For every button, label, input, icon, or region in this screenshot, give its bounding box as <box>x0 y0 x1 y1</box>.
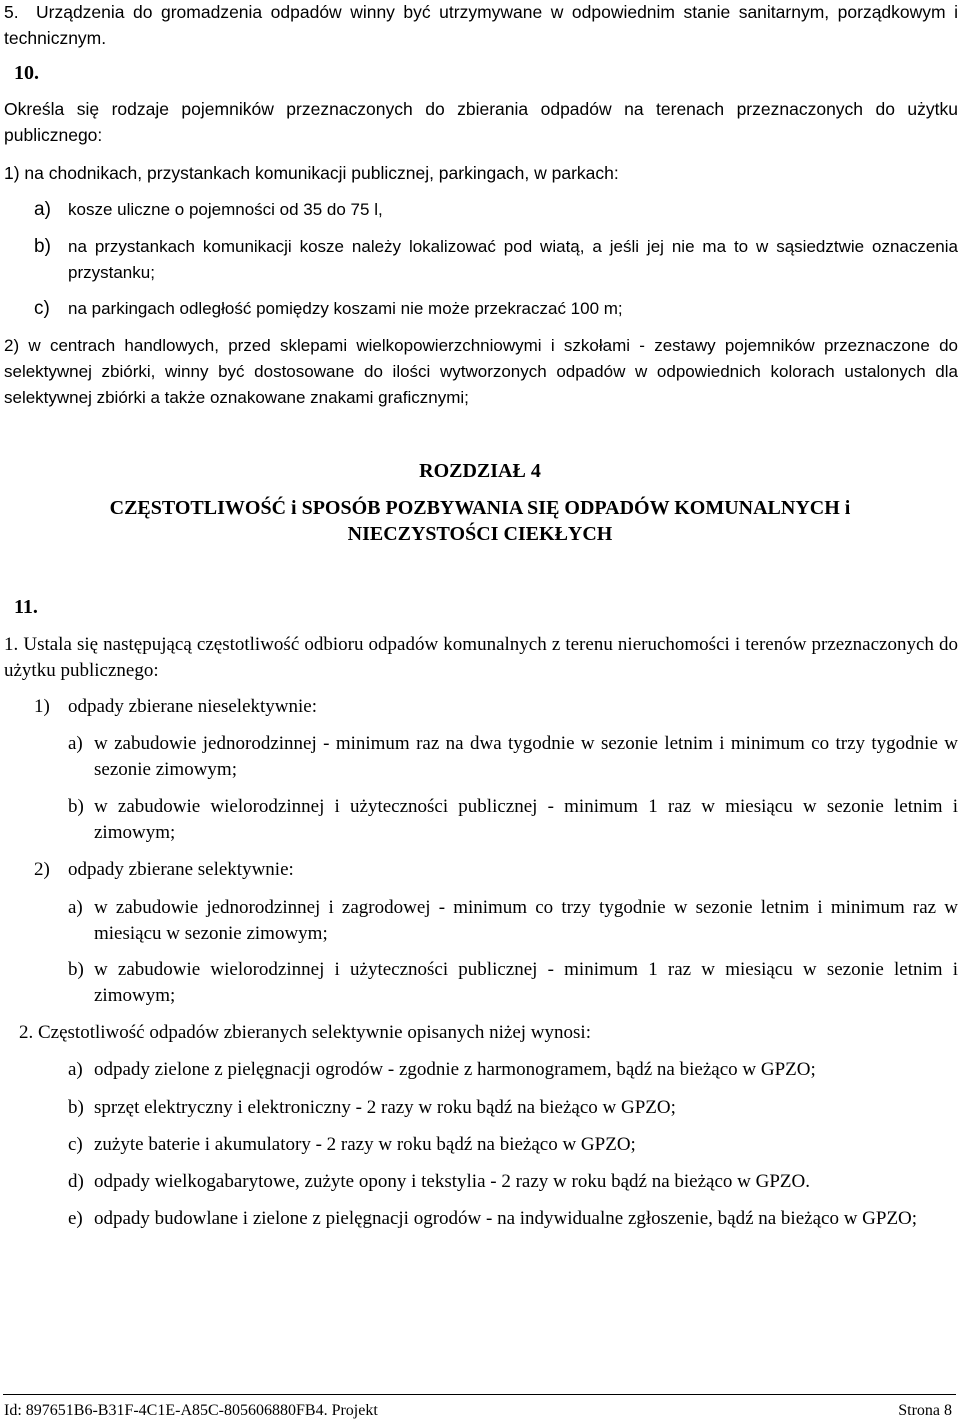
section-11-a-label: a) <box>68 1059 83 1080</box>
section-11-item-1-label: 1) <box>34 696 50 717</box>
section-11-d-label: d) <box>68 1171 84 1192</box>
list-item-1c-label: c) <box>34 298 50 319</box>
section-11-item-1a-text: w zabudowie jednorodzinnej - minimum raz na dwa tygodnie w sezonie letnim i minimum co trzy tygodnie w sezonie zimowym; <box>94 733 958 780</box>
section-11-e-text: odpady budowlane i zielone z pielęgnacji ogrodów - na indywidualne zgłoszenie, bądź na bieżąco w GPZO; <box>94 1208 918 1229</box>
list-item-1a-label: a) <box>34 199 51 220</box>
section-10-intro: Określa się rodzaje pojemników przeznaczonych do zbierania odpadów na terenach przeznaczonych do użytku publicznego: <box>4 99 958 145</box>
paragraph-5-text: Urządzenia do gromadzenia odpadów winny być utrzymywane w odpowiednim stanie sanitarnym, porządkowym i technicznym. <box>4 2 958 48</box>
section-11-item-1-text: odpady zbierane nieselektywnie: <box>68 696 318 717</box>
section-11-item-2a-text: w zabudowie jednorodzinnej i zagrodowej - minimum co trzy tygodnie w sezonie letnim i minimum raz w miesiącu w sezonie zimowym; <box>94 897 958 944</box>
section-11-item-2-label: 2) <box>34 859 50 880</box>
chapter-subtitle: CZĘSTOTLIWOŚĆ i SPOSÓB POZBYWANIA SIĘ ODPADÓW KOMUNALNYCH i NIECZYSTOŚCI CIEKŁYCH <box>109 497 851 545</box>
list-item-1b-label: b) <box>34 236 51 257</box>
footer-page-number: Strona 8 <box>898 1402 952 1419</box>
section-11-item-2a-label: a) <box>68 897 83 918</box>
chapter-title: ROZDZIAŁ 4 <box>419 460 541 482</box>
section-11-d-text: odpady wielkogabarytowe, zużyte opony i tekstylia - 2 razy w roku bądź na bieżąco w GPZO. <box>94 1171 810 1192</box>
section-11-number: 11. <box>14 596 38 618</box>
section-11-item-1b-text: w zabudowie wielorodzinnej i użyteczności publicznej - minimum 1 raz w miesiącu w sezonie letnim i zimowym; <box>94 796 958 843</box>
section-11-item-2b-text: w zabudowie wielorodzinnej i użyteczności publicznej - minimum 1 raz w miesiącu w sezonie letnim i zimowym; <box>94 959 958 1006</box>
footer-divider <box>3 1394 956 1395</box>
section-11-paragraph-1: 1. Ustala się następującą częstotliwość odbioru odpadów komunalnych z terenu nieruchomości i terenów przeznaczonych do użytku publicznego: <box>4 634 958 681</box>
section-11-a-text: odpady zielone z pielęgnacji ogrodów - zgodnie z harmonogramem, bądź na bieżąco w GPZO; <box>94 1059 816 1080</box>
section-11-b-label: b) <box>68 1097 84 1118</box>
section-10-number: 10. <box>14 62 39 84</box>
paragraph-5-number: 5. <box>4 2 19 22</box>
section-11-b-text: sprzęt elektryczny i elektroniczny - 2 razy w roku bądź na bieżąco w GPZO; <box>94 1097 676 1118</box>
list-item-1a-text: kosze uliczne o pojemności od 35 do 75 l, <box>68 200 383 219</box>
section-11-item-1b-label: b) <box>68 796 84 817</box>
section-11-e-label: e) <box>68 1208 83 1229</box>
list-item-1c-text: na parkingach odległość pomiędzy koszami nie może przekraczać 100 m; <box>68 299 623 318</box>
list-item-2: 2) w centrach handlowych, przed sklepami wielkopowierzchniowymi i szkołami - zestawy pojemników przeznaczone do selektywnej zbiórki, winny być dostosowane do ilości wytworzonych odpadów w odpowiednich kolorach ustalonych dla selektywnej zbiórki a także oznakowane znakami graficznymi; <box>4 336 958 407</box>
section-11-item-1a-label: a) <box>68 733 83 754</box>
section-11-paragraph-2: 2. Częstotliwość odpadów zbieranych selektywnie opisanych niżej wynosi: <box>19 1022 591 1043</box>
section-11-item-2-text: odpady zbierane selektywnie: <box>68 859 294 880</box>
footer-document-id: Id: 897651B6-B31F-4C1E-A85C-805606880FB4. Projekt <box>4 1402 378 1419</box>
list-item-1b-text: na przystankach komunikacji kosze należy lokalizować pod wiatą, a jeśli jej nie ma to w sąsiedztwie oznaczenia przystanku; <box>68 237 958 282</box>
section-11-item-2b-label: b) <box>68 959 84 980</box>
section-11-c-label: c) <box>68 1134 83 1155</box>
section-11-c-text: zużyte baterie i akumulatory - 2 razy w roku bądź na bieżąco w GPZO; <box>94 1134 636 1155</box>
list-item-1: 1) na chodnikach, przystankach komunikacji publicznej, parkingach, w parkach: <box>4 163 619 183</box>
